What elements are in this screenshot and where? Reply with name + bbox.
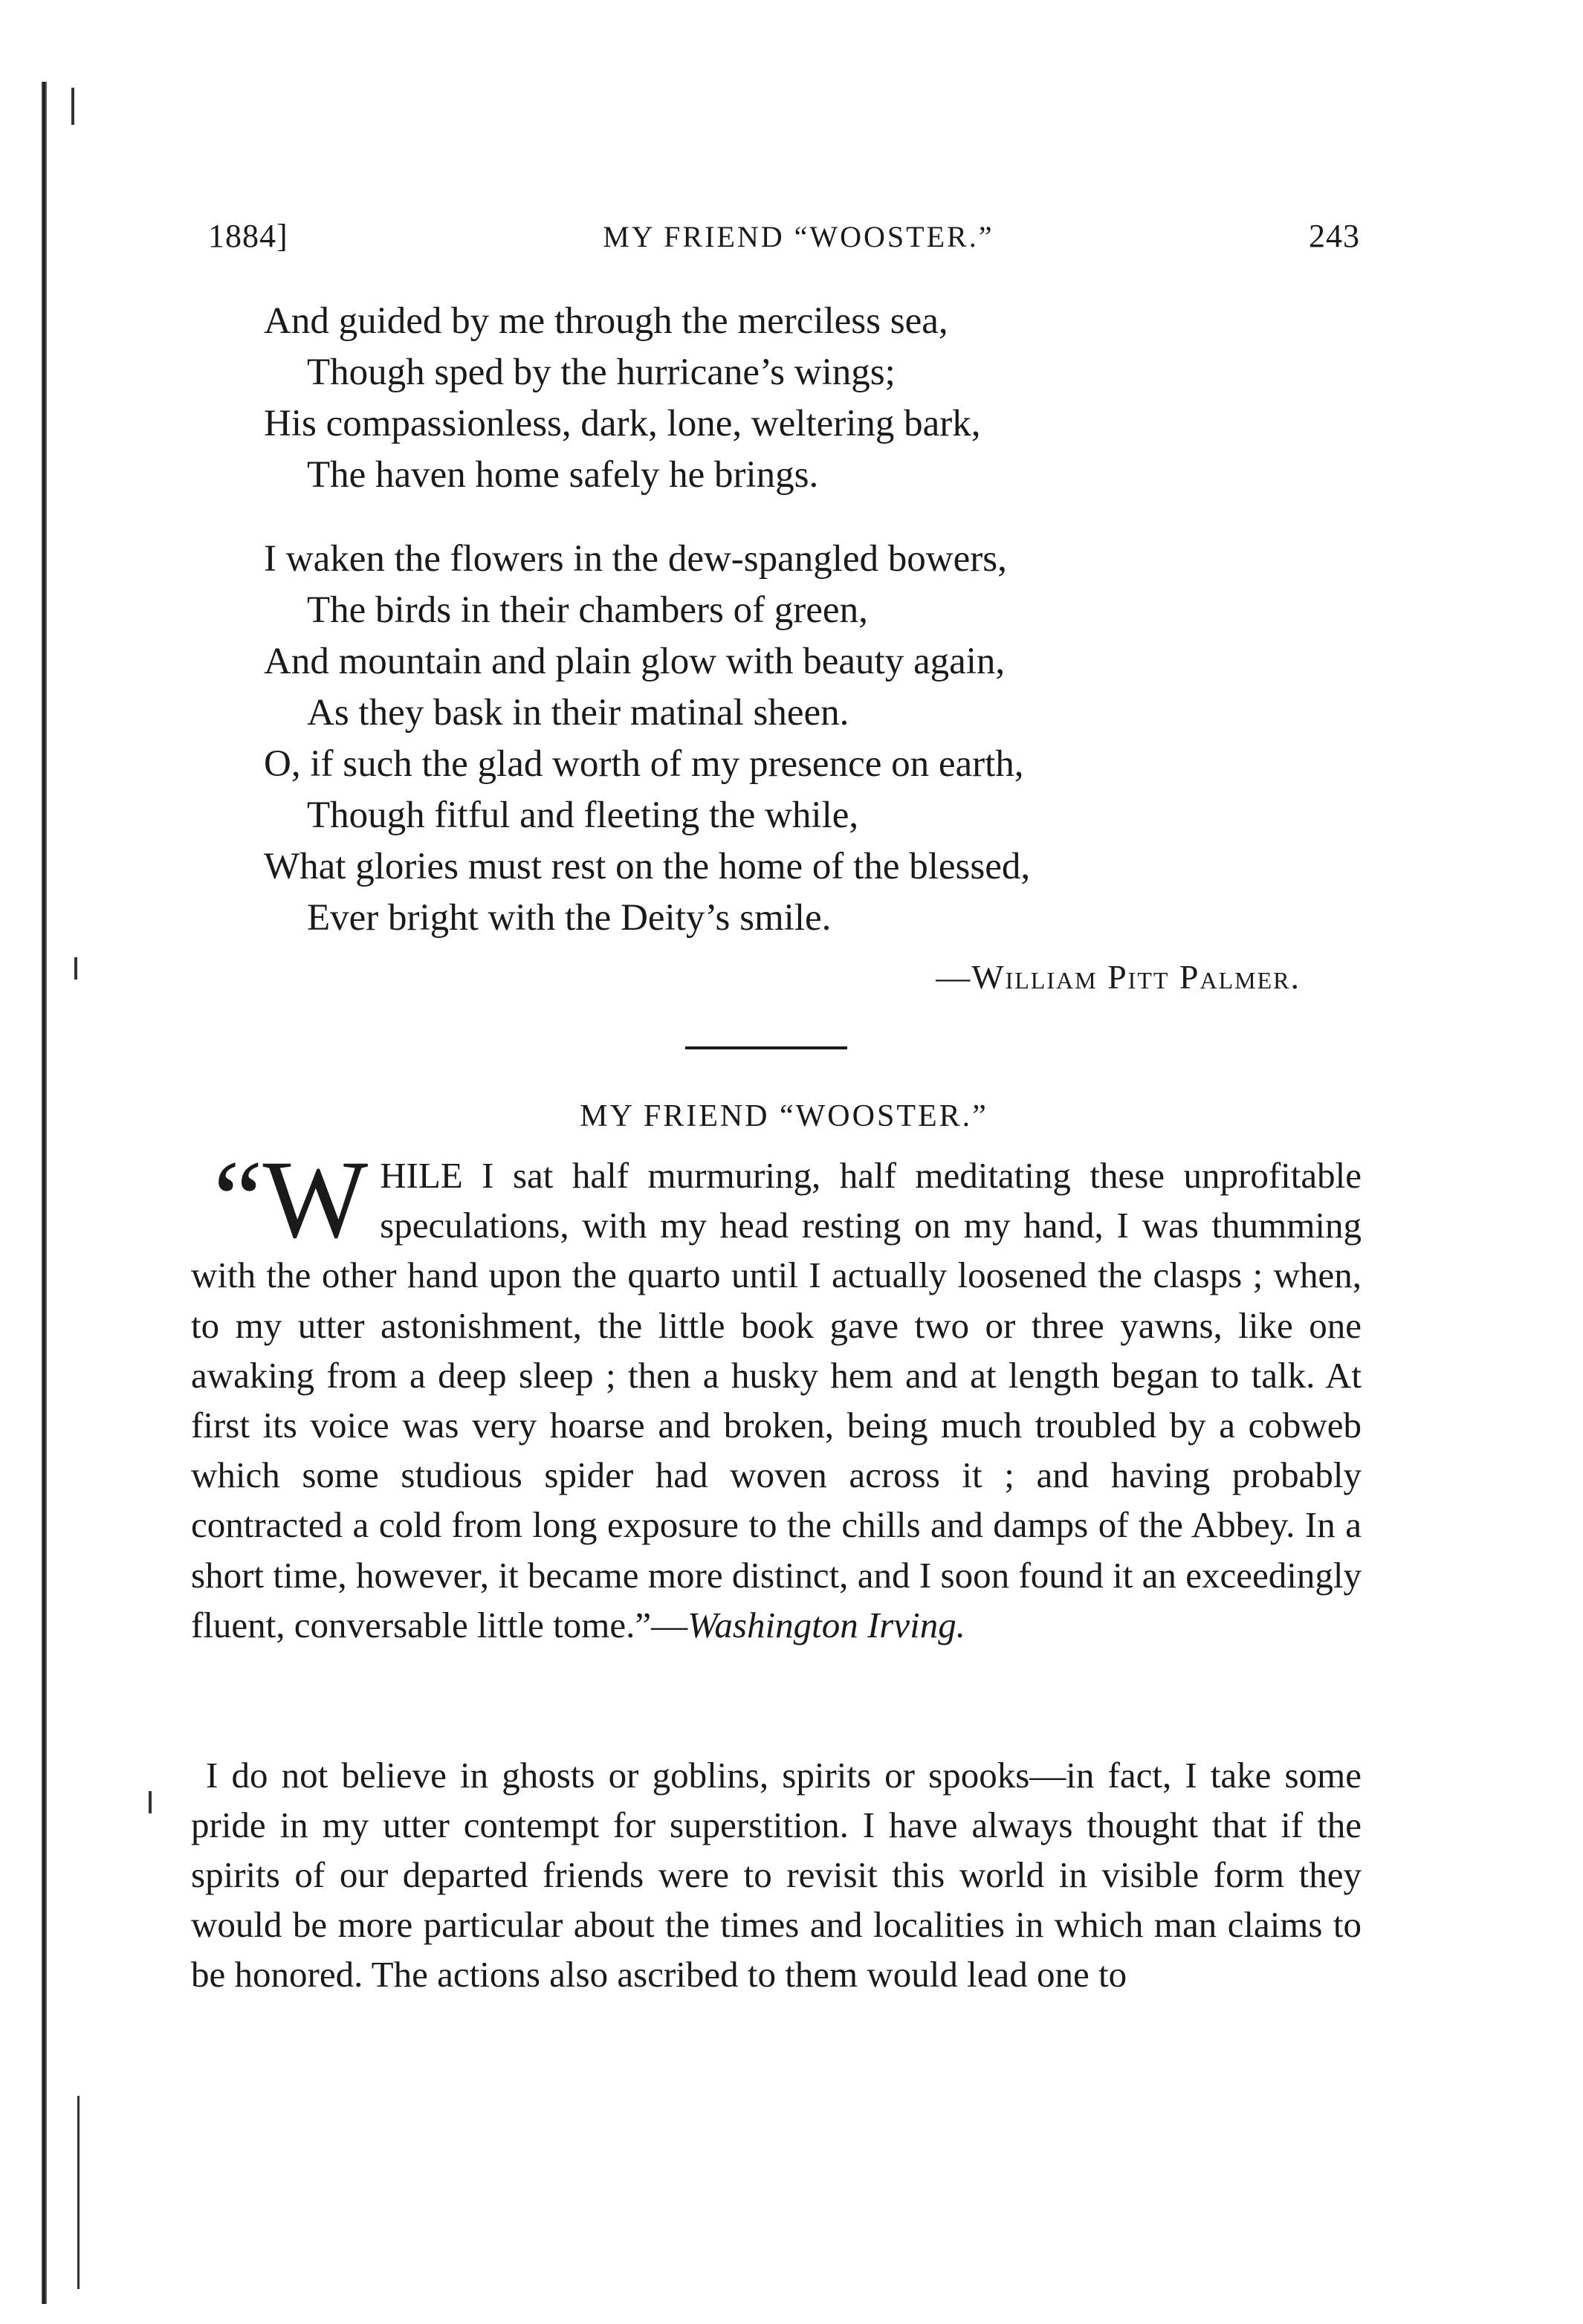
header-year: 1884] [208, 218, 288, 254]
poem-stanza [264, 296, 1379, 501]
article-title: MY FRIEND “WOOSTER.” [580, 1099, 988, 1133]
section-divider [685, 1046, 847, 1049]
poem-line: I waken the flowers in the dew-spangled bowers, [264, 538, 1007, 580]
binding-speck [77, 2096, 80, 2289]
drop-cap [213, 1138, 369, 1261]
poem-line: The birds in their chambers of green, [307, 589, 868, 631]
poem-stanza [264, 534, 1379, 944]
binding-speck [71, 88, 74, 125]
poem-line: What glories must rest on the home of the blessed, [264, 846, 1031, 887]
binding-speck [74, 957, 77, 980]
epigraph-text: HILE I sat half murmuring, half meditating these unprofitable speculations, with my head resting on my hand, I was thumming with the other hand upon the quarto until I actually loosened the clasps ; when, to my utter astonishment, the little book gave two or three yawns, like one awaking from a deep sleep ; then a husky hem and at length began to talk. At first its voice was very hoarse and broken, being much troubled by a cobweb which some studious spider had woven across it ; and having probably contracted a cold from long exposure to the chills and damps of the Abbey. In a short time, however, it became more distinct, and I soon found it an exceedingly fluent, conversable little tome.”— [191, 1155, 1362, 1645]
poem-line: Though fitful and fleeting the while, [307, 794, 859, 836]
body-paragraph: I do not believe in ghosts or goblins, spirits or spooks—in fact, I take some pride in my utter contempt for superstition. I have always thought that if the spirits of our departed friends were to revisit this world in visible form they would be more particular about the times and localities in which man claims to be honored. The actions also ascribed to them would lead one to [191, 1755, 1362, 1995]
opening-quote: “ [213, 1138, 263, 1261]
poem-attribution: —William Pitt Palmer. [936, 958, 1301, 996]
binding-speck [149, 1791, 152, 1813]
binding-edge [42, 82, 47, 2304]
poem-line: His compassionless, dark, lone, weltering bark, [264, 403, 981, 444]
epigraph-author: Washington Irving. [687, 1604, 965, 1645]
poem-line: As they bask in their matinal sheen. [307, 692, 849, 734]
poem-line: And mountain and plain glow with beauty again, [264, 641, 1006, 682]
poem-line: The haven home safely he brings. [307, 454, 819, 496]
page-number: 243 [1309, 218, 1360, 254]
poem [264, 296, 1379, 977]
drop-cap-letter: W [262, 1138, 369, 1261]
poem-line: O, if such the glad worth of my presence on earth, [264, 743, 1024, 785]
poem-line: And guided by me through the merciless sea, [264, 300, 948, 342]
poem-line: Though sped by the hurricane’s wings; [307, 352, 896, 393]
running-head [208, 217, 1360, 269]
epigraph [191, 1138, 1362, 1650]
poem-line: Ever bright with the Deity’s smile. [307, 897, 832, 939]
header-title: MY FRIEND “WOOSTER.” [603, 220, 994, 253]
